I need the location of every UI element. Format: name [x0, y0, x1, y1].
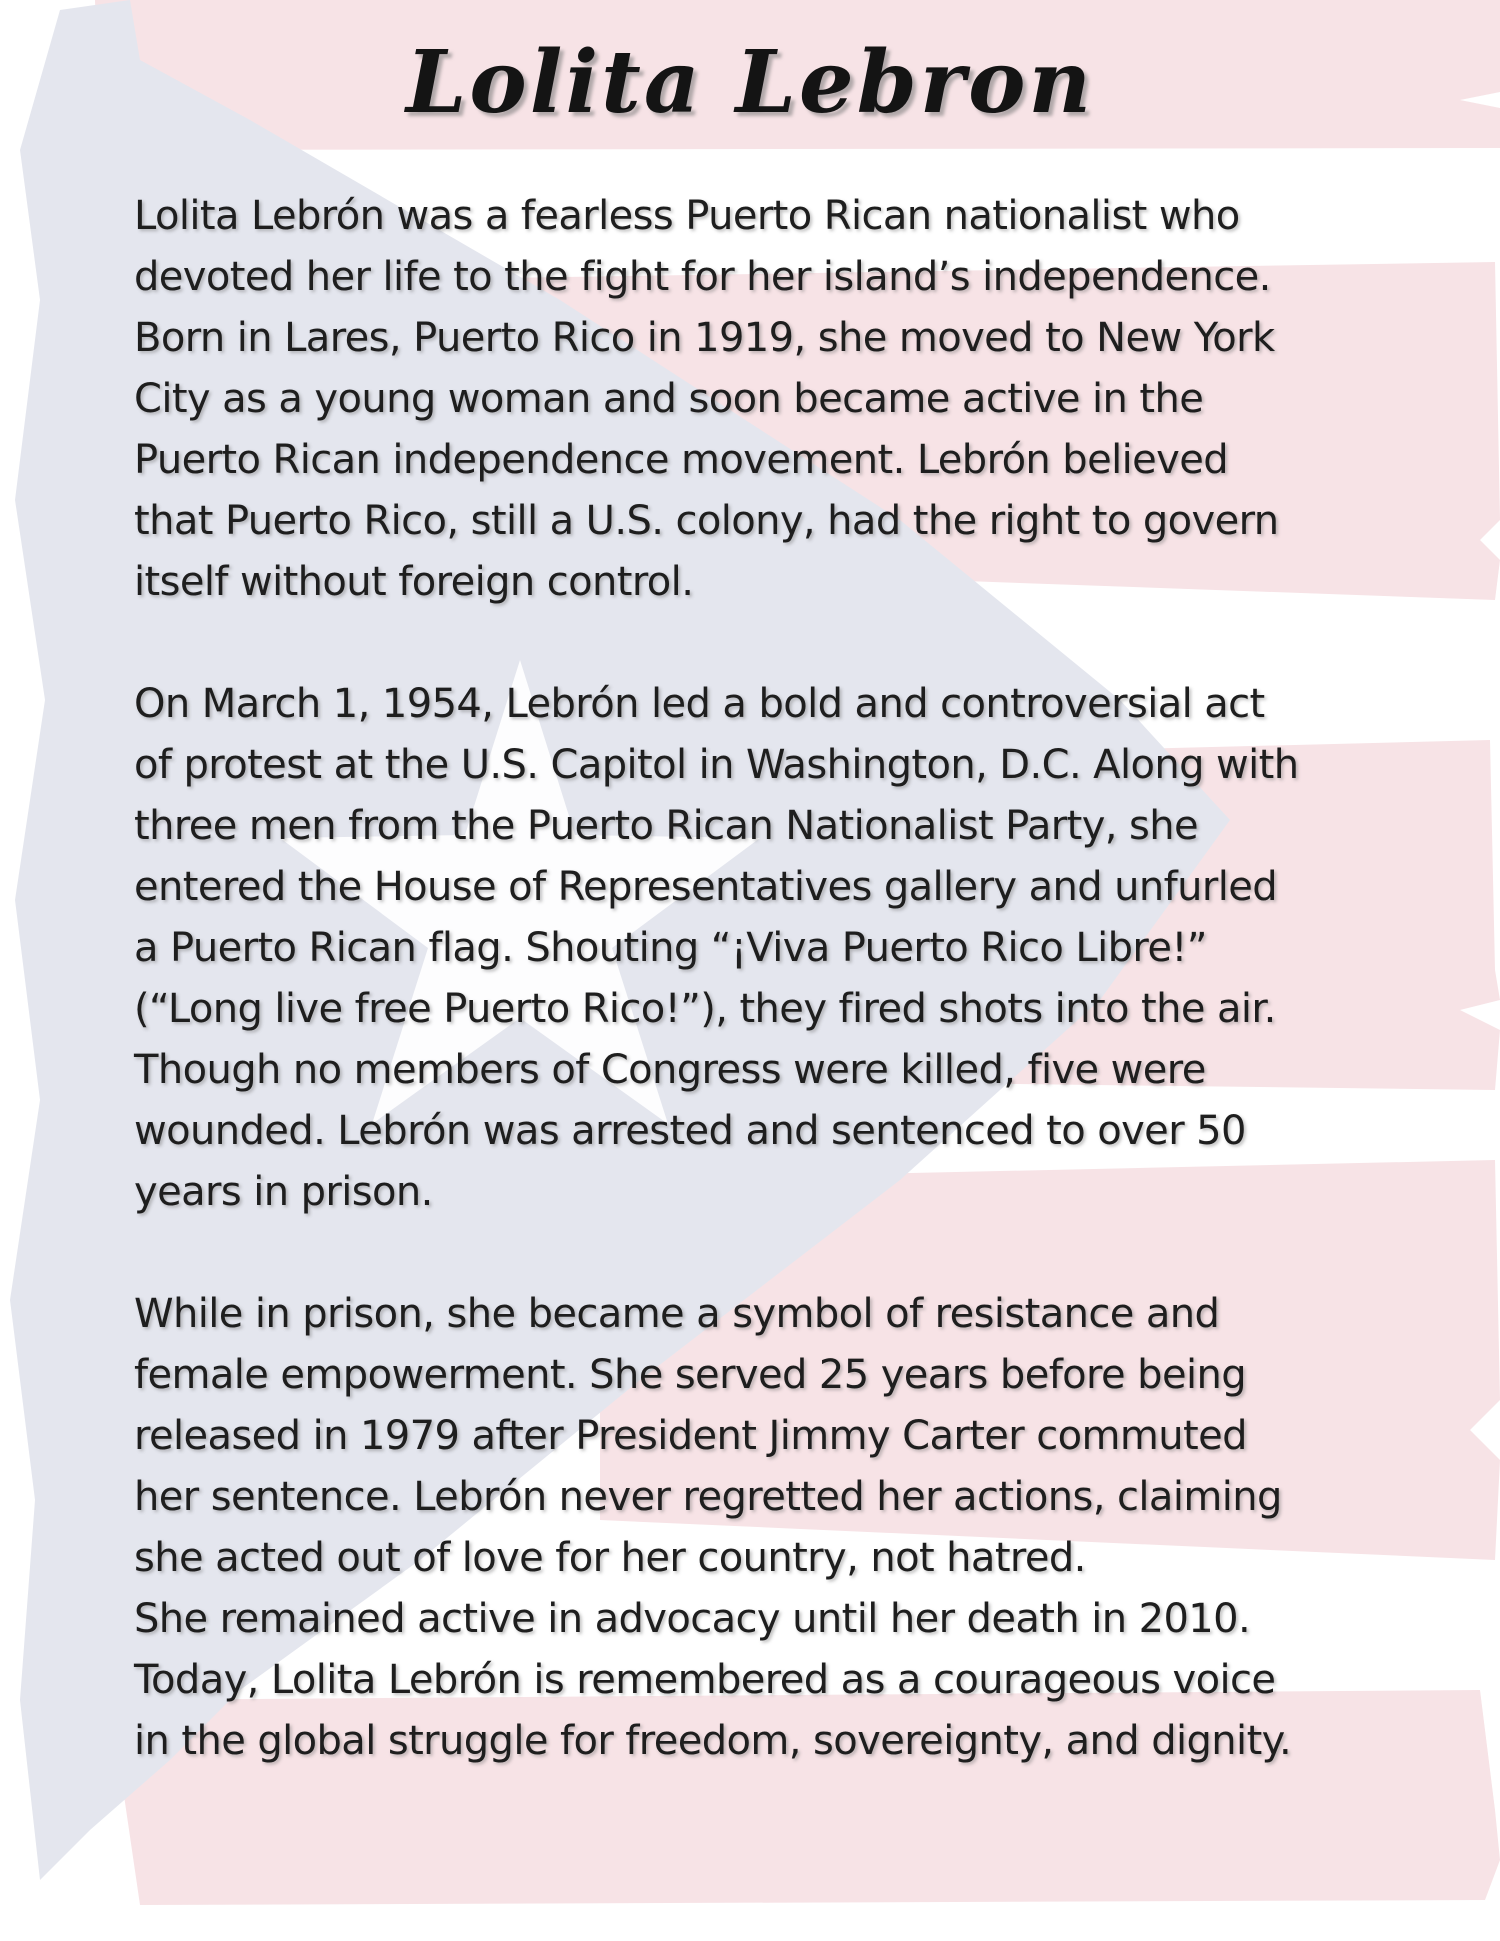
text-line: her sentence. Lebrón never regretted her actions, claiming — [134, 1474, 1282, 1520]
text-line: released in 1979 after President Jimmy Carter commuted — [134, 1413, 1247, 1459]
paragraph-3 — [134, 1284, 1414, 1772]
text-line: City as a young woman and soon became active in the — [134, 376, 1204, 422]
text-line: a Puerto Rican flag. Shouting “¡Viva Puerto Rico Libre!” — [134, 925, 1207, 971]
text-line: female empowerment. She served 25 years before being — [134, 1352, 1247, 1398]
text-line: Lolita Lebrón was a fearless Puerto Rican nationalist who — [134, 193, 1240, 239]
text-line: itself without foreign control. — [134, 559, 694, 605]
text-line: three men from the Puerto Rican Nationalist Party, she — [134, 803, 1199, 849]
body-text — [134, 186, 1414, 1772]
text-line: Today, Lolita Lebrón is remembered as a courageous voice — [134, 1657, 1276, 1703]
text-line: While in prison, she became a symbol of resistance and — [134, 1291, 1220, 1337]
paragraph-1 — [134, 186, 1414, 613]
text-line: Puerto Rican independence movement. Lebrón believed — [134, 437, 1229, 483]
text-line: wounded. Lebrón was arrested and sentenced to over 50 — [134, 1108, 1246, 1154]
text-line: She remained active in advocacy until her death in 2010. — [134, 1596, 1251, 1642]
text-line: (“Long live free Puerto Rico!”), they fired shots into the air. — [134, 986, 1276, 1032]
text-line: of protest at the U.S. Capitol in Washington, D.C. Along with — [134, 742, 1299, 788]
text-line: On March 1, 1954, Lebrón led a bold and controversial act — [134, 681, 1265, 727]
text-line: Though no members of Congress were killed, five were — [134, 1047, 1206, 1093]
text-line: that Puerto Rico, still a U.S. colony, had the right to govern — [134, 498, 1279, 544]
paragraph-2 — [134, 674, 1414, 1223]
page-title: Lolita Lebron — [405, 32, 1095, 133]
text-line: devoted her life to the fight for her island’s independence. — [134, 254, 1271, 300]
text-line: entered the House of Representatives gallery and unfurled — [134, 864, 1278, 910]
text-line: years in prison. — [134, 1169, 433, 1215]
text-line: she acted out of love for her country, not hatred. — [134, 1535, 1086, 1581]
text-line: Born in Lares, Puerto Rico in 1919, she moved to New York — [134, 315, 1275, 361]
text-line: in the global struggle for freedom, sovereignty, and dignity. — [134, 1718, 1292, 1764]
